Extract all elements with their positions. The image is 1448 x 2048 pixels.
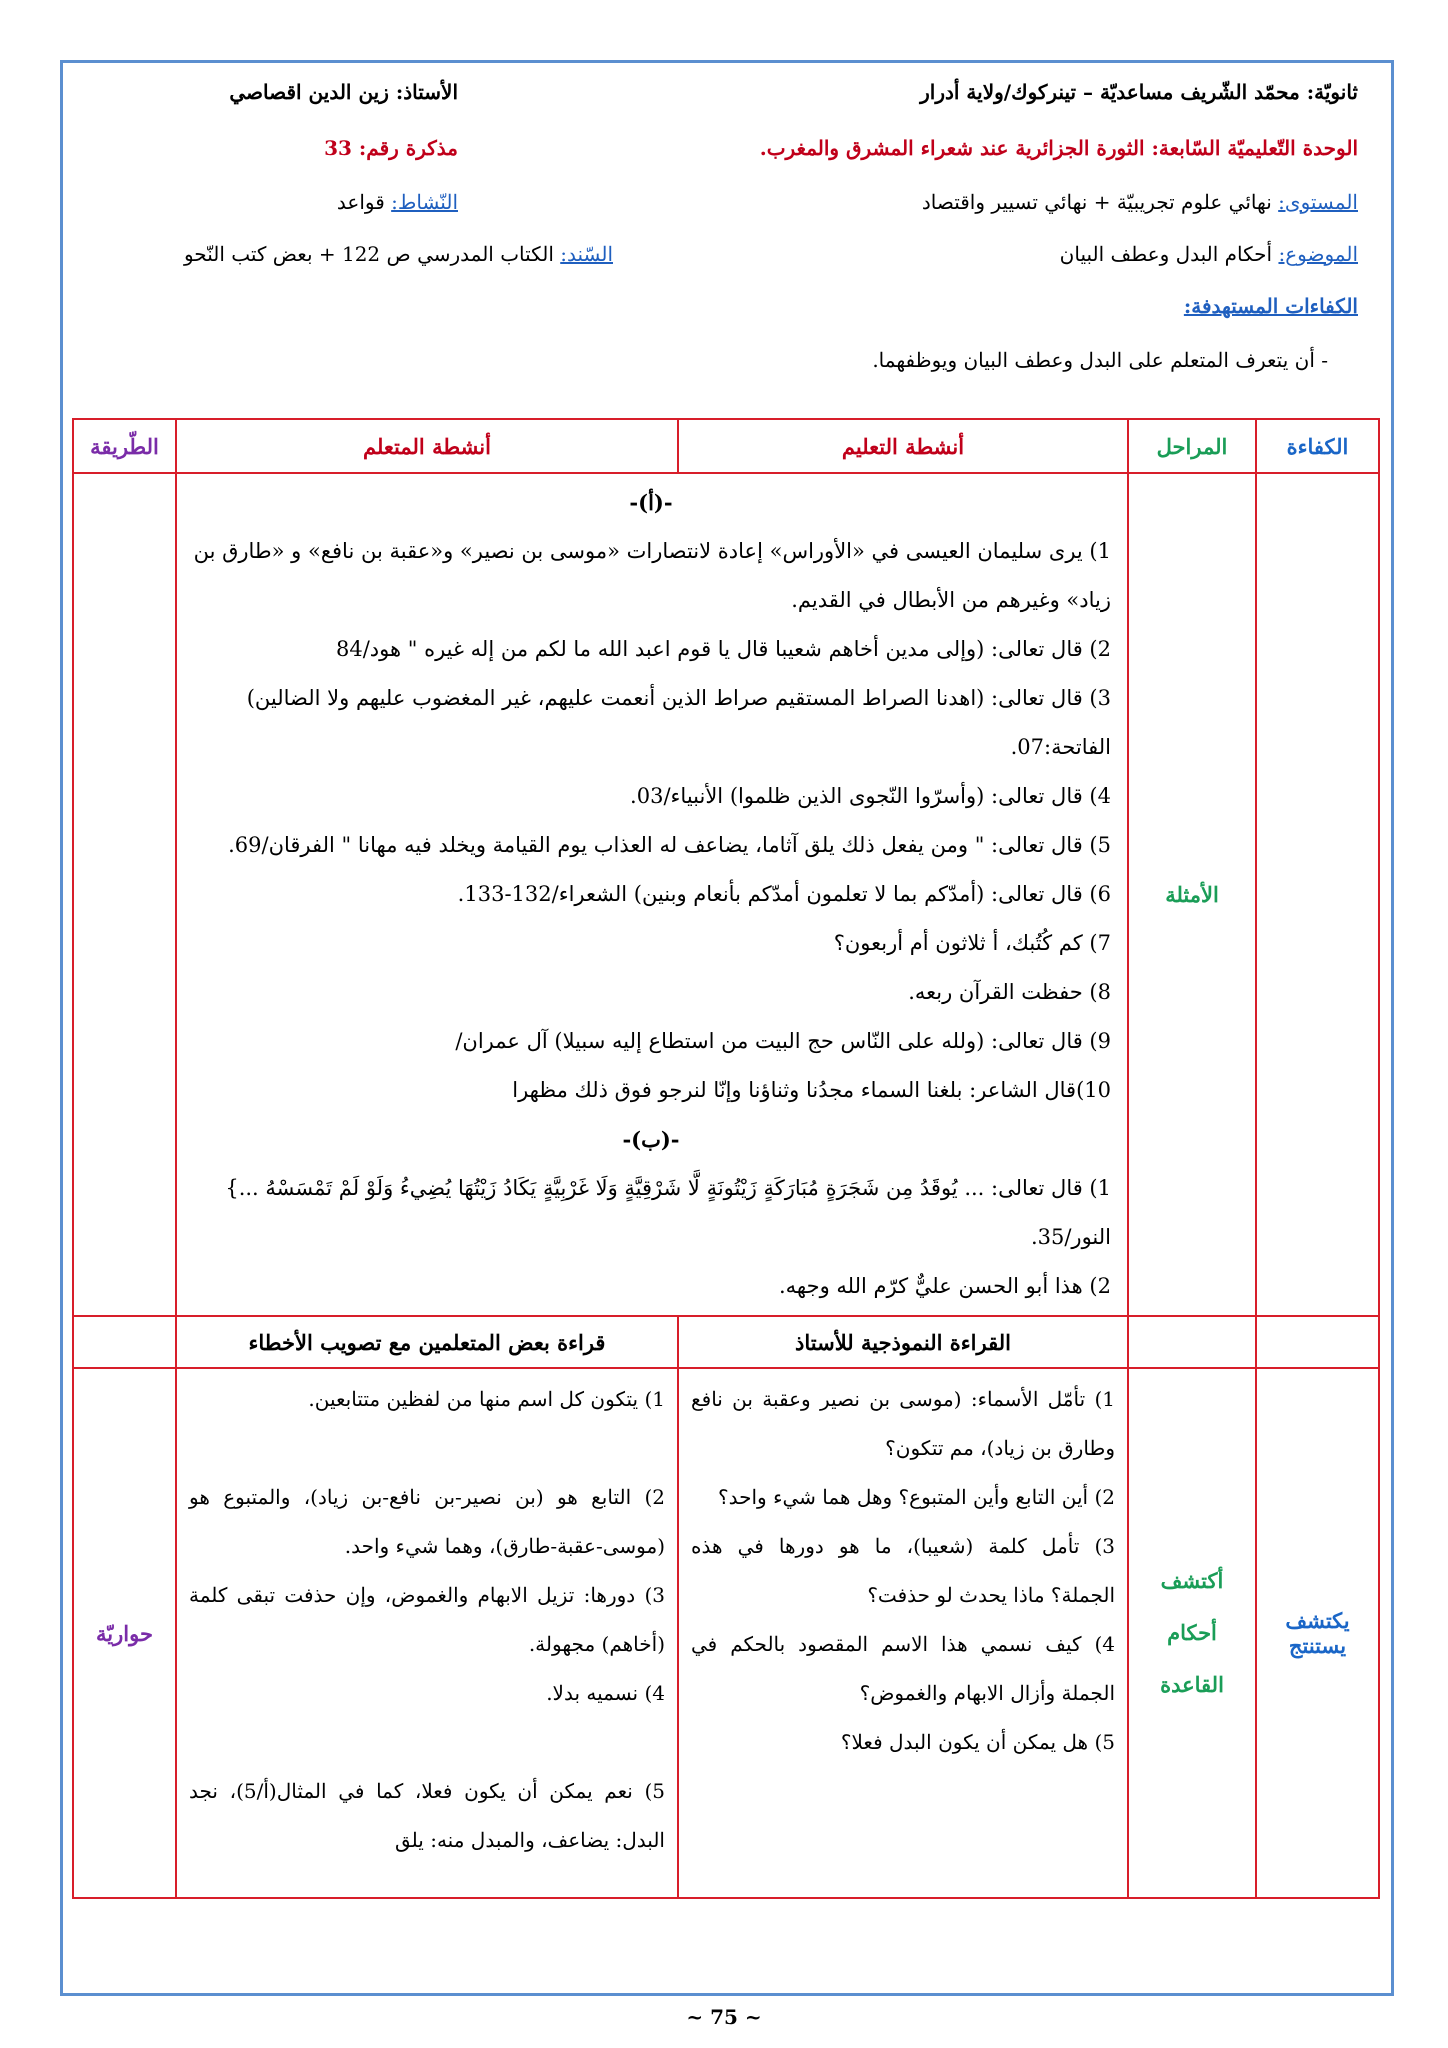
- table-header-row: [73, 419, 1379, 473]
- group-b-title: -(ب)-: [622, 1127, 680, 1152]
- col-competence: الكفاءة: [1256, 419, 1379, 473]
- teacher-questions: [678, 1368, 1128, 1898]
- question-3: 3) تأمل كلمة (شعيبا)، ما هو دورها في هذه الجملة؟ ماذا يحدث لو حذفت؟: [691, 1534, 1115, 1607]
- method-dialogue: حواريّة: [73, 1368, 176, 1898]
- method-cell-2: [73, 1316, 176, 1368]
- example-a-2: 2) قال تعالى: (وإلى مدين أخاهم شعيبا قال يا قوم اعبد الله ما لكم من إله غيره " هود/84: [336, 637, 1111, 661]
- stage-cell-2: [1128, 1316, 1256, 1368]
- answer-3: 3) دورها: تزيل الابهام والغموض، وإن حذفت تبقى كلمة (أخاهم) مجهولة.: [189, 1583, 665, 1656]
- example-a-4: 4) قال تعالى: (وأسرّوا النّجوى الذين ظلموا) الأنبياء/03.: [630, 784, 1111, 808]
- col-learner: أنشطة المتعلم: [176, 419, 678, 473]
- examples-cell: [176, 473, 1128, 1316]
- example-b-2: 2) هذا أبو الحسن عليٌّ كرّم الله وجهه.: [778, 1274, 1111, 1298]
- activity-label: النّشاط:: [391, 190, 458, 214]
- example-a-1: 1) يرى سليمان العيسى في «الأوراس» إعادة لانتصارات «موسى بن نصير» و«عقبة بن نافع» و «طارق بن زياد» وغيرهم من الأبطال في القديم.: [193, 539, 1111, 612]
- col-method: الطّريقة: [73, 419, 176, 473]
- answer-5: 5) نعم يمكن أن يكون فعلا، كما في المثال(أ/5)، نجد البدل: يضاعف، والمبدل منه: يلق: [189, 1779, 666, 1852]
- school-name: ثانويّة: محمّد الشّريف مساعديّة – تينركوك/ولاية أدرار: [920, 80, 1358, 104]
- model-reading: القراءة النموذجية للأستاذ: [678, 1316, 1128, 1368]
- competence-discover-1: يكتشف: [1285, 1608, 1350, 1633]
- reading-row: [73, 1316, 1379, 1368]
- competencies-label: الكفاءات المستهدفة:: [1183, 294, 1358, 318]
- topic: [1060, 242, 1358, 266]
- stage-discover-1: أكتشف: [1160, 1568, 1224, 1593]
- topic-value: أحكام البدل وعطف البيان: [1059, 242, 1279, 266]
- source: [184, 242, 613, 266]
- page-number: ~ 75 ~: [686, 2005, 762, 2029]
- competence-discover: [1256, 1368, 1379, 1898]
- source-value: الكتاب المدرسي ص 122 + بعض كتب النّحو: [183, 242, 561, 266]
- stage-discover-3: القاعدة: [1160, 1672, 1224, 1697]
- question-1: 1) تأمّل الأسماء: (موسى بن نصير وعقبة بن نافع وطارق بن زياد)، مم تتكون؟: [691, 1387, 1115, 1460]
- topic-label: الموضوع:: [1278, 242, 1358, 266]
- discovery-row: [73, 1368, 1379, 1898]
- example-a-7: 7) كم كُتُبك، أ ثلاثون أم أربعون؟: [833, 931, 1111, 955]
- memo-number: مذكرة رقم: 33: [324, 136, 458, 160]
- col-stages: المراحل: [1128, 419, 1256, 473]
- example-a-5: 5) قال تعالى: " ومن يفعل ذلك يلق آثاما، يضاعف له العذاب يوم القيامة ويخلد فيه مهانا " الفرقان/69.: [228, 833, 1111, 857]
- competence-discover-2: يستنتج: [1288, 1633, 1347, 1658]
- method-cell-1: [73, 473, 176, 1316]
- student-reading: قراءة بعض المتعلمين مع تصويب الأخطاء: [176, 1316, 678, 1368]
- answer-4: 4) نسميه بدلا.: [546, 1681, 665, 1705]
- learner-answers: [176, 1368, 678, 1898]
- example-b-1: 1) قال تعالى: ... يُوقَدُ مِن شَجَرَةٍ مُبَارَكَةٍ زَيْتُونَةٍ لَّا شَرْقِيَّةٍ وَلَا غَرْبِيَّةٍ يَكَادُ زَيْتُهَا يُضِيءُ وَلَوْ لَمْ تَمْسَسْهُ ...} النور/35.: [225, 1176, 1111, 1249]
- example-a-9: 9) قال تعالى: (ولله على النّاس حج البيت من استطاع إليه سبيلا) آل عمران/: [455, 1029, 1111, 1053]
- activity: [337, 190, 458, 214]
- example-a-8: 8) حفظت القرآن ربعه.: [908, 980, 1111, 1004]
- teacher-name: الأستاذ: زين الدين اقصاصي: [229, 80, 458, 104]
- activity-value: قواعد: [336, 190, 392, 214]
- competence-cell-1: [1256, 473, 1379, 1316]
- example-a-6: 6) قال تعالى: (أمدّكم بما لا تعلمون أمدّكم بأنعام وبنين) الشعراء/132-133.: [457, 882, 1111, 906]
- example-a-10: 10)قال الشاعر: بلغنا السماء مجدُنا وثناؤنا وإنّا لنرجو فوق ذلك مظهرا: [512, 1078, 1111, 1102]
- source-label: السّند:: [560, 242, 613, 266]
- stage-discover: [1128, 1368, 1256, 1898]
- examples-row: [73, 473, 1379, 1316]
- competency-item: - أن يتعرف المتعلم على البدل وعطف البيان ويوظفهما.: [872, 348, 1328, 372]
- col-teaching: أنشطة التعليم: [678, 419, 1128, 473]
- level-label: المستوى:: [1278, 190, 1358, 214]
- question-4: 4) كيف نسمي هذا الاسم المقصود بالحكم في الجملة وأزال الابهام والغموض؟: [691, 1632, 1115, 1705]
- level: [922, 190, 1358, 214]
- question-5: 5) هل يمكن أن يكون البدل فعلا؟: [840, 1730, 1115, 1754]
- question-2: 2) أين التابع وأين المتبوع؟ وهل هما شيء واحد؟: [718, 1485, 1115, 1509]
- answer-1: 1) يتكون كل اسم منها من لفظين متتابعين.: [308, 1387, 665, 1411]
- example-a-3: 3) قال تعالى: (اهدنا الصراط المستقيم صراط الذين أنعمت عليهم، غير المغضوب عليهم ولا الضالين) الفاتحة:07.: [246, 686, 1111, 759]
- unit-title: الوحدة التّعليميّة السّابعة: الثورة الجزائرية عند شعراء المشرق والمغرب.: [759, 136, 1358, 160]
- group-a-title: -(أ)-: [629, 490, 673, 515]
- stage-discover-2: أحكام: [1167, 1620, 1217, 1645]
- answer-2: 2) التابع هو (بن نصير-بن نافع-بن زياد)، والمتبوع هو (موسى-عقبة-طارق)، وهما شيء واحد.: [189, 1485, 665, 1558]
- competence-cell-2: [1256, 1316, 1379, 1368]
- level-value: نهائي علوم تجريبيّة + نهائي تسيير واقتصاد: [921, 190, 1279, 214]
- lesson-table: [72, 418, 1380, 1899]
- stage-examples: الأمثلة: [1128, 473, 1256, 1316]
